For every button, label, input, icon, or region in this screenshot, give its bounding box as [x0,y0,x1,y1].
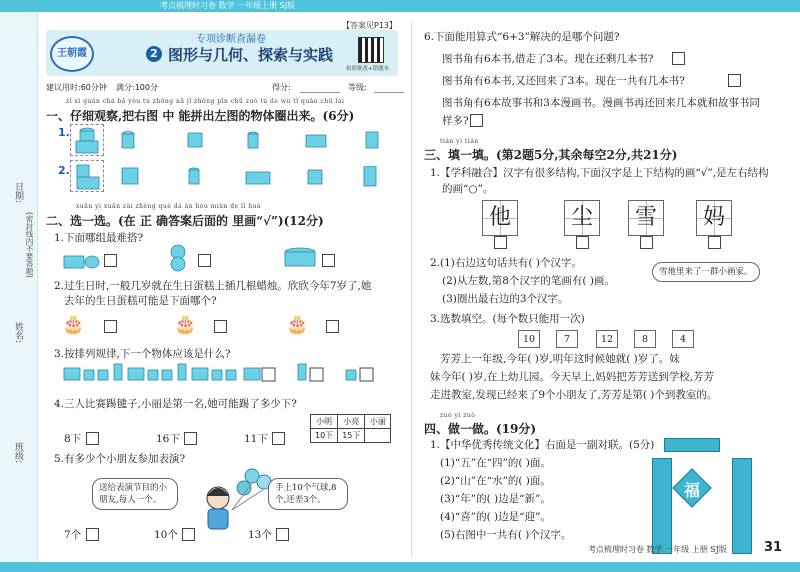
number-card[interactable]: 4 [672,330,694,348]
answer-box[interactable] [470,114,483,127]
answer-box[interactable] [728,74,741,87]
top-bar-text: 考点梳理时习卷 数学 一年级上册 SJ版 [160,1,296,10]
q6-text: 6.下面能用算式“6+3”解决的是哪个问题? [424,31,620,43]
s2-q3-options[interactable] [240,362,400,384]
table-cell [365,429,391,443]
answer-box[interactable] [494,236,507,249]
s4-item-2: (2)“山”在“水”的( )面。 [440,475,551,487]
stack-option-a-icon [62,246,102,270]
score-label: 得分: [272,83,291,92]
q6-option-a: 图书角有6本书,借走了3本。现在还剩几本书? [442,53,654,65]
grade-label: 等级: [348,83,367,92]
s1-q1-options[interactable] [118,130,388,154]
answer-ref: 【答案见P13】 [342,21,398,30]
stack-option-c-icon [282,246,322,270]
sentence-bubble: 雪地里来了一群小画家。 [652,262,760,282]
q6-option-c-cont: 样多? [442,115,469,127]
cuboid-icon [364,166,376,186]
cuboid-icon [246,172,270,184]
cake-icon: 🎂 [174,314,197,335]
s1-q1-target [70,124,104,156]
s2-q2-text-a: 2.过生日时,一般几岁就在生日蛋糕上插几根蜡烛。欣欣今年7岁了,她 [54,280,372,292]
s3-q3-text: 3.选数填空。(每个数只能用一次) [430,313,585,325]
q6-option-c: 图书角有6本故事书和3本漫画书。漫画书再还回来几本就和故事书同 [442,97,760,109]
table-cell: 10下 [311,429,338,443]
q5-option-a: 7个 [64,529,82,541]
s4-item-4: (4)“喜”的( )边是“迎”。 [440,511,551,523]
cylinder-icon [189,168,199,184]
s2-q2-text-b: 去年的生日蛋糕可能是下面哪个? [64,295,217,307]
s2-pinyin: xuǎn yi xuǎn zài zhèng què dá àn hòu miàn de lǐ huà [76,203,262,210]
top-bar [0,0,800,12]
answer-box[interactable] [640,236,653,249]
number-card[interactable]: 8 [634,330,656,348]
banner-subtitle: 专项诊断查漏卷 [196,34,266,45]
answer-box[interactable] [86,432,99,445]
s2-q5-text: 5.有多少个小朋友参加表演? [54,453,186,465]
score-table [310,414,391,443]
section-1-title: 一、仔细观察,把右图 中 能拼出左图的物体圈出来。(6分) [46,109,355,123]
grade-line [374,92,404,93]
q4-option-b: 16下 [156,433,180,445]
cube-icon [188,133,202,147]
s4-item-5: (5)右图中一共有( )个汉字。 [440,529,572,541]
answer-box[interactable] [276,528,289,541]
s4-item-1: (1)“五”在“四”的( )面。 [440,457,551,469]
char-card: 尘 [564,200,600,236]
q4-option-a: 8下 [64,433,82,445]
name-label: 姓名: [13,322,23,344]
s3-q1-text-b: 的画“○”。 [442,183,494,195]
cube-stack-icon [71,161,103,191]
date-label: 日期: [13,182,23,204]
bottom-bar [0,562,800,572]
s4-item-3: (3)“年”的( )边是“新”。 [440,493,551,505]
brand-logo: 王朝霞 [50,36,94,72]
s3-q2-b: (2)从左数,第8个汉字的笔画有( )画。 [442,275,615,287]
s3-q2-c: (3)圈出最右边的3个汉字。 [442,293,569,305]
section-4-title: 四、做一做。(19分) [424,422,537,436]
couplet-left [652,458,672,554]
q5-option-c: 13个 [248,529,272,541]
table-cell: 15下 [338,429,365,443]
cuboid-icon [366,132,378,148]
number-card[interactable]: 10 [518,330,540,348]
cylinder-icon [122,132,134,149]
binding-margin [0,12,38,562]
fill-text-a: 芳芳上一年级,今年( )岁,明年这时候她就( )岁了。妹 [440,353,680,365]
answer-box[interactable] [182,528,195,541]
s4-pinyin: zuò yi zuò [440,412,476,419]
cake-icon: 🎂 [62,314,85,335]
pattern-sequence [62,362,262,384]
table-header: 小丽 [365,415,391,429]
char-card: 妈 [696,200,732,236]
s1-q2-target [70,160,104,192]
answer-box[interactable] [198,254,211,267]
number-card[interactable]: 7 [556,330,578,348]
char-card: 雪 [628,200,664,236]
answer-box[interactable] [708,236,721,249]
table-header: 小明 [311,415,338,429]
cube-icon [122,168,138,184]
answer-box[interactable] [322,254,335,267]
suggested-time: 建议用时:60分钟 [46,83,107,92]
answer-box[interactable] [272,432,285,445]
fu-character: 福 [684,481,701,500]
s3-pinyin: tián yi tián [440,138,479,145]
s2-q3-text: 3.按排列规律,下一个物体应该是什么? [54,348,231,360]
q5-option-b: 10个 [154,529,178,541]
class-label: 班级: [13,442,23,464]
s3-q1-text-a: 1.【学科融合】汉字有很多结构,下面汉字是上下结构的画“√”,是左右结构 [430,167,769,179]
answer-box[interactable] [184,432,197,445]
answer-box[interactable] [104,254,117,267]
answer-box[interactable] [326,320,339,333]
section-number-badge: 2 [146,46,162,62]
answer-box[interactable] [672,52,685,65]
q6-option-b: 图书角有6本书,又还回来了3本。现在一共有几本书? [442,75,685,87]
s2-q4-text: 4.三人比赛踢毽子,小丽是第一名,她可能踢了多少下? [54,398,297,410]
answer-box[interactable] [86,528,99,541]
fill-text-b: 妹今年( )岁,在上幼儿园。今天早上,妈妈把芳芳送到学校,芳芳 [430,371,715,383]
answer-box[interactable] [576,236,589,249]
full-score: 满分:100分 [116,83,158,92]
page-number: 31 [764,540,783,555]
seal-note: (密封线内不要答题) [25,212,34,278]
s1-q1-number: 1. [58,126,70,139]
fill-text-c: 走进教室,发现已经来了9个小朋友了,芳芳是第( )个到教室的。 [430,389,718,401]
q4-option-c: 11下 [244,433,268,445]
cuboid-icon [306,135,326,147]
table-header: 小亮 [338,415,365,429]
cube-icon [308,170,322,184]
s1-q2-options[interactable] [118,166,388,190]
cake-icon: 🎂 [286,314,309,335]
section-3-title: 三、填一填。(第2题5分,其余每空2分,共21分) [424,148,678,162]
page-title: 图形与几何、探索与实践 [168,46,334,64]
couplet-banner [664,438,720,452]
cylinder-stack-icon [71,125,103,155]
qr-caption: 拍照批改+错题本 [346,66,390,72]
sphere-stack-icon [168,244,198,272]
couplet-right [732,458,752,554]
footer-text: 考点梳理时习卷 数学 一年级 上册 SJ版 [588,545,727,554]
s2-q1-text: 1.下面哪组最难搭? [54,232,144,244]
answer-box[interactable] [214,320,227,333]
score-line [300,92,340,93]
s4-q1-text: 1.【中华优秀传统文化】右面是一副对联。(5分) [430,439,655,451]
column-divider [411,22,412,557]
char-card: 他 [482,200,518,236]
s1-q2-number: 2. [58,164,70,177]
answer-box[interactable] [104,320,117,333]
cylinder-icon [248,132,258,148]
qr-code-icon[interactable] [358,37,384,63]
s3-q2-a: 2.(1)右边这句话共有( )个汉字。 [430,257,582,269]
speech-bubble-right: 手上10个气球,8个,还差3个。 [268,478,348,510]
section-2-title: 二、选一选。(在 正 确答案后面的 里画“√”)(12分) [46,214,324,228]
speech-bubble-left: 送给表演节目的小朋友,每人一个。 [92,478,178,510]
s1-pinyin: zǐ xì guān chá bǎ yòu tú zhōng nǎ jǐ zhǒng pīn chū zuǒ tú de wù tǐ quān chū lái [66,98,345,105]
number-card[interactable]: 12 [596,330,618,348]
